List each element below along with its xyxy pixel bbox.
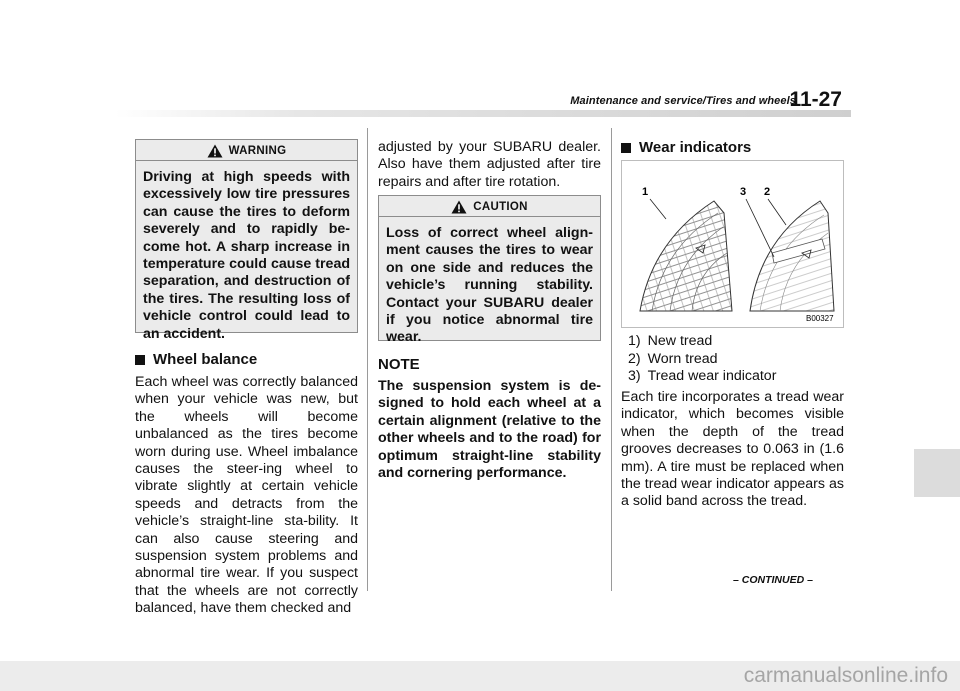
column-divider-1 bbox=[367, 128, 368, 591]
tread-wear-figure bbox=[621, 160, 844, 328]
list-item: 1) New tread bbox=[628, 333, 713, 349]
header-rule bbox=[115, 110, 851, 117]
warning-header bbox=[136, 144, 357, 158]
callout-2: 2 bbox=[764, 186, 771, 198]
warning-title: WARNING bbox=[228, 145, 287, 157]
page-number: 11-27 bbox=[789, 88, 842, 111]
section-title: Maintenance and service/Tires and wheels bbox=[570, 95, 796, 107]
column-divider-2 bbox=[611, 128, 612, 591]
caution-title: CAUTION bbox=[473, 201, 528, 213]
caution-box bbox=[378, 195, 601, 346]
caution-divider bbox=[379, 216, 600, 217]
warning-text: Driving at high speeds with excessively low tire pressures can cause the tires to deform severely and to rapidly be-come hot. A sharp increase in temperature could cause tread separation, and destruction of the tires. The resulting loss of vehicle control could lead to an accident. bbox=[143, 169, 350, 342]
wear-indicators-heading bbox=[621, 139, 751, 156]
wheel-balance-heading-text: Wheel balance bbox=[153, 351, 258, 368]
warning-box bbox=[135, 139, 358, 342]
square-bullet-icon bbox=[621, 143, 631, 153]
warning-divider bbox=[136, 160, 357, 161]
warning-triangle-icon bbox=[207, 144, 223, 158]
chapter-tab bbox=[914, 449, 960, 497]
caution-triangle-icon bbox=[451, 200, 467, 214]
caution-header bbox=[379, 200, 600, 214]
list-item: 3) Tread wear indicator bbox=[628, 368, 777, 385]
figure-legend bbox=[628, 333, 843, 386]
callout-1: 1 bbox=[642, 186, 649, 198]
list-item: 2) Worn tread bbox=[628, 350, 718, 367]
footer-watermark: carmanualsonline.info bbox=[743, 664, 948, 687]
note-text: The suspension system is de-signed to hold each wheel at a certain alignment (relative to the other wheels and to the road) for optimum straight-line stability and cornering performance. bbox=[378, 378, 601, 482]
square-bullet-icon bbox=[135, 355, 145, 365]
wheel-balance-heading bbox=[135, 351, 257, 368]
wheel-balance-continued-text: adjusted by your SUBARU dealer. Also have them adjusted after tire repairs and after tire rotation. bbox=[378, 139, 601, 190]
figure-code: B00327 bbox=[806, 314, 834, 323]
caution-text: Loss of correct wheel align-ment causes the tires to wear on one side and reduces the vehicle’s running stability. Contact your SUBARU dealer if you notice abnormal tire wear. bbox=[386, 225, 593, 346]
wear-indicator-text: Each tire incorporates a tread wear indicator, which becomes visible when the depth of the tread grooves decreases to 0.063 in (1.6 mm). A tire must be replaced when the tread wear indicator appears as a solid band across the tread. bbox=[621, 389, 844, 510]
note-heading: NOTE bbox=[378, 356, 420, 373]
wheel-balance-text: Each wheel was correctly balanced when your vehicle was new, but the wheels will become unbalanced as the tires become worn during use. Wheel imbalance causes the steer-ing wheel to vibrate slightly at certain vehicle speeds and detracts from the vehicle’s straight-line sta-bility. It can also cause steering and suspension system problems and abnormal tire wear. If you suspect that the wheels are not correctly balanced, have them checked and bbox=[135, 374, 358, 617]
callout-3: 3 bbox=[740, 186, 747, 198]
tire-tread-illustration bbox=[622, 161, 843, 327]
wear-indicators-heading-text: Wear indicators bbox=[639, 139, 752, 156]
continued-label: – CONTINUED – bbox=[733, 574, 813, 586]
